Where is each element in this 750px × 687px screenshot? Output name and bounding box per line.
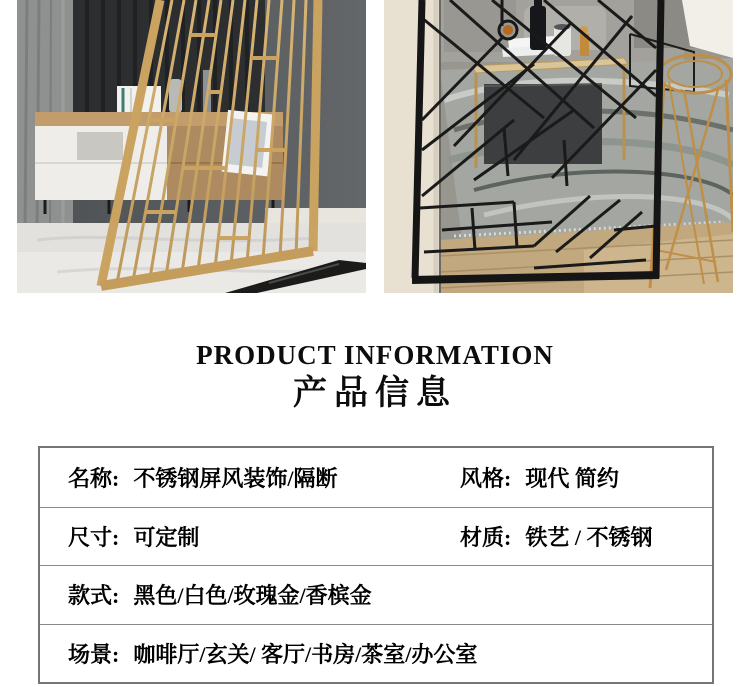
spec-cell-material: [460, 521, 652, 552]
product-gallery: [17, 0, 733, 293]
spec-value-style: 现代 简约: [525, 465, 619, 491]
spec-label-colorways: 款式:: [68, 583, 120, 609]
spec-cell-colorways: [68, 579, 372, 610]
spec-cell-style: [460, 462, 619, 493]
product-photo-gold-screen: [17, 0, 366, 293]
spec-label-scenes: 场景:: [68, 641, 120, 667]
spec-row-name-style: [40, 448, 712, 507]
spec-value-name: 不锈钢屏风装饰/隔断: [133, 465, 338, 491]
spec-value-material: 铁艺 / 不锈钢: [525, 524, 653, 550]
spec-label-name: 名称:: [68, 465, 120, 491]
spec-table: [38, 446, 714, 684]
spec-row-size-material: [40, 507, 712, 566]
spec-value-colorways: 黑色/白色/玫瑰金/香槟金: [133, 583, 372, 609]
section-title-en: PRODUCT INFORMATION: [196, 340, 554, 370]
spec-cell-name: [68, 462, 460, 493]
spec-cell-scenes: [68, 638, 477, 669]
gold-screen-illustration: [17, 0, 366, 293]
spec-label-material: 材质:: [460, 524, 512, 550]
spec-label-style: 风格:: [460, 465, 512, 491]
spec-row-scenes: [40, 624, 712, 683]
spec-value-size: 可定制: [133, 524, 200, 550]
spec-cell-size: [68, 521, 460, 552]
product-photo-black-screen: [384, 0, 733, 293]
section-title-zh: 产品信息: [293, 374, 457, 412]
spec-row-colorways: [40, 565, 712, 624]
spec-label-size: 尺寸:: [68, 524, 120, 550]
spec-value-scenes: 咖啡厅/玄关/ 客厅/书房/茶室/办公室: [133, 641, 478, 667]
section-header: [0, 341, 750, 413]
black-screen-illustration: [384, 0, 733, 293]
